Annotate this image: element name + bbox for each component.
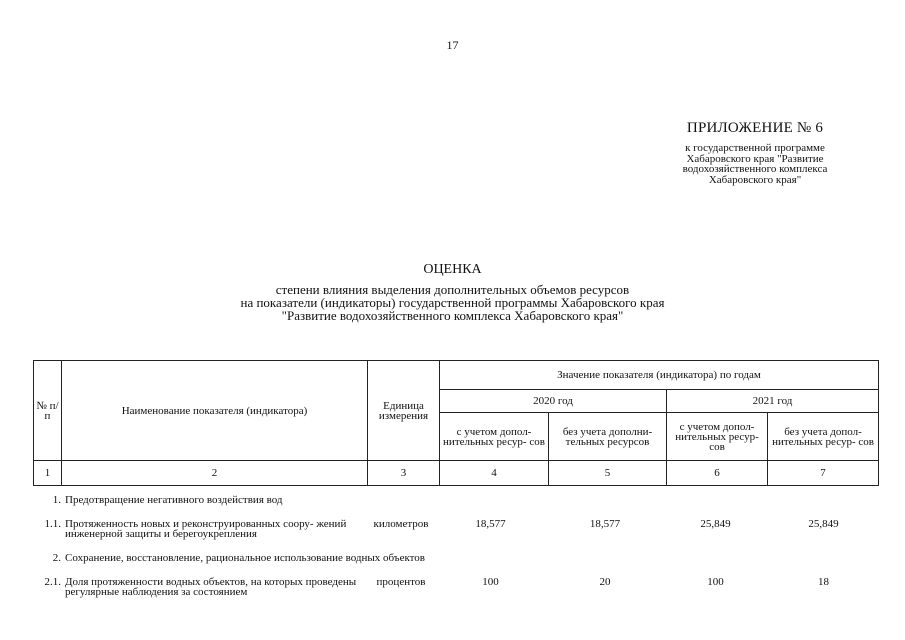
indicator-unit: километров (373, 518, 429, 530)
appendix-subtitle-line: к государственной программе (685, 142, 825, 154)
appendix-subtitle-line: Хабаровского края" (708, 173, 802, 186)
value-2021-without: 25,849 (808, 518, 839, 530)
column-number: 4 (440, 461, 549, 486)
value-2021-with: 100 (707, 576, 724, 588)
indicator-table (33, 360, 879, 486)
page-number: 17 (446, 38, 459, 52)
section-title: Предотвращение негативного воздействия вод (65, 494, 283, 506)
header-name: Наименование показателя (индикатора) (62, 361, 368, 461)
appendix-subtitle-line: Хабаровского края "Развитие (686, 152, 824, 165)
document-subheading (0, 283, 905, 322)
column-number: 6 (667, 461, 768, 486)
section-title: Сохранение, восстановление, рациональное использование водных объектов (65, 552, 426, 564)
value-2020-with: 18,577 (475, 518, 506, 530)
appendix-block (600, 120, 905, 185)
column-number: 2 (62, 461, 368, 486)
header-sub-col6: с учетом допол- нительных ресур- сов (667, 413, 768, 461)
document-heading: ОЦЕНКА (423, 262, 482, 277)
column-number: 5 (549, 461, 667, 486)
row-number: 2.1. (44, 576, 61, 588)
value-2020-with: 100 (482, 576, 499, 588)
header-sub-col5: без учета дополни- тельных ресурсов (549, 413, 667, 461)
value-2020-without: 20 (599, 576, 611, 588)
row-number: 1.1. (44, 518, 61, 530)
header-year-2020: 2020 год (440, 390, 667, 413)
column-number: 7 (768, 461, 879, 486)
value-2021-with: 25,849 (700, 518, 731, 530)
appendix-subtitle-line: водохозяйственного комплекса (682, 163, 828, 175)
column-number: 1 (34, 461, 62, 486)
indicator-unit: процентов (376, 576, 426, 588)
row-number: 1. (52, 494, 61, 506)
header-value-group: Значение показателя (индикатора) по годам (440, 361, 879, 390)
column-number: 3 (368, 461, 440, 486)
header-sub-col7: без учета допол- нительных ресур- сов (768, 413, 879, 461)
header-unit: Единица измерения (368, 361, 440, 461)
row-number: 2. (52, 552, 61, 564)
header-num: № п/п (34, 361, 62, 461)
value-2020-without: 18,577 (589, 518, 621, 530)
header-sub-col4: с учетом допол- нительных ресур- сов (440, 413, 549, 461)
subheading-line: "Развитие водохозяйственного комплекса Хабаровского края" (281, 308, 624, 323)
indicator-name: Протяженность новых и реконструированных соору- жений инженерной защиты и берегоукрепления (65, 518, 347, 540)
appendix-subtitle (600, 143, 905, 185)
appendix-title: ПРИЛОЖЕНИЕ № 6 (686, 120, 824, 136)
indicator-name: Доля протяженности водных объектов, на которых проведены регулярные наблюдения за состоянием (65, 576, 357, 598)
header-year-2021: 2021 год (667, 390, 879, 413)
subheading-line: степени влияния выделения дополнительных объемов ресурсов (275, 282, 630, 297)
value-2021-without: 18 (818, 576, 829, 588)
subheading-line: на показатели (индикаторы) государственной программы Хабаровского края (240, 295, 665, 310)
